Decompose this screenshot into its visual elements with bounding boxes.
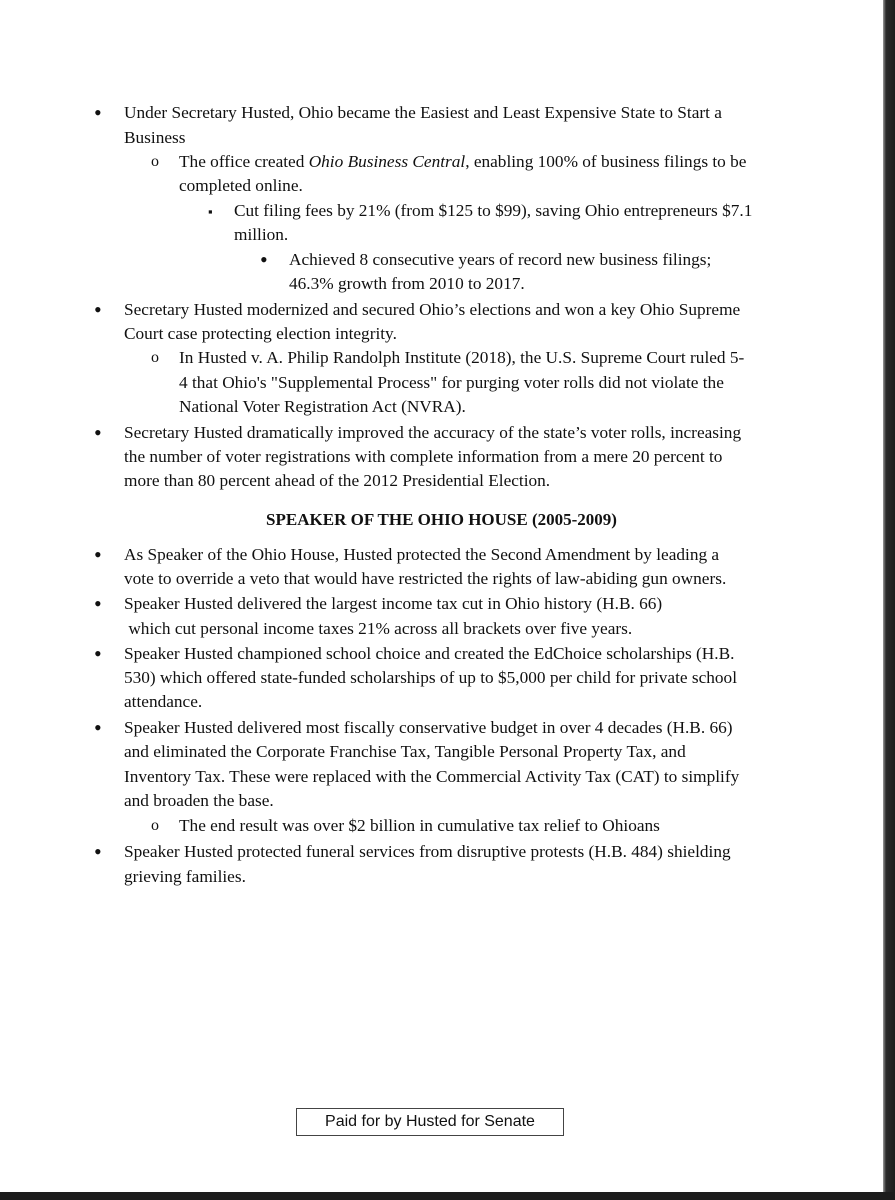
- bullet-level1: •: [94, 641, 102, 666]
- paragraph-line: 530) which offered state-funded scholarships of up to $5,000 per child for private school: [124, 668, 738, 687]
- bullet-level3: ▪: [208, 204, 213, 219]
- paragraph-line: more than 80 percent ahead of the 2012 Presidential Election.: [124, 471, 551, 490]
- paragraph-line: Achieved 8 consecutive years of record new business filings;: [289, 250, 712, 269]
- paragraph-line: Speaker Husted delivered the largest income tax cut in Ohio history (H.B. 66): [124, 594, 663, 613]
- paragraph-line: Secretary Husted dramatically improved the accuracy of the state’s voter rolls, increasing: [124, 423, 742, 442]
- bullet-level1: •: [94, 420, 102, 445]
- bullet-level2: o: [151, 349, 159, 366]
- paid-for-disclaimer: Paid for by Husted for Senate: [296, 1108, 564, 1136]
- bullet-level1: •: [94, 297, 102, 322]
- bullet-level1: •: [94, 591, 102, 616]
- page-edge-bottom: [0, 1192, 895, 1200]
- bullet-level2: o: [151, 153, 159, 170]
- paragraph-line: and broaden the base.: [124, 791, 274, 810]
- paragraph-line: and eliminated the Corporate Franchise Tax, Tangible Personal Property Tax, and: [124, 742, 686, 761]
- bullet-level1: •: [94, 839, 102, 864]
- paragraph-line: attendance.: [124, 692, 203, 711]
- paragraph-line: National Voter Registration Act (NVRA).: [179, 397, 466, 416]
- paragraph-line: Speaker Husted delivered most fiscally conservative budget in over 4 decades (H.B. 66): [124, 718, 733, 737]
- bullet-level1: •: [94, 100, 102, 125]
- text-run: , enabling 100% of business filings to be: [465, 152, 747, 171]
- paragraph-line: Inventory Tax. These were replaced with the Commercial Activity Tax (CAT) to simplify: [124, 767, 740, 786]
- paragraph-line: grieving families.: [124, 867, 246, 886]
- bullet-level2: o: [151, 817, 159, 834]
- paragraph-line: Secretary Husted modernized and secured Ohio’s elections and won a key Ohio Supreme: [124, 300, 741, 319]
- section-heading: SPEAKER OF THE OHIO HOUSE (2005-2009): [266, 510, 617, 529]
- bullet-level4: •: [260, 247, 268, 272]
- paragraph-line: Speaker Husted championed school choice and created the EdChoice scholarships (H.B.: [124, 644, 735, 663]
- text-run: The office created: [179, 152, 309, 171]
- paragraph-line: Under Secretary Husted, Ohio became the Easiest and Least Expensive State to Start a: [124, 103, 722, 122]
- paragraph-line: Speaker Husted protected funeral services from disruptive protests (H.B. 484) shielding: [124, 842, 731, 861]
- paragraph-line: Business: [124, 128, 186, 147]
- paragraph-line: As Speaker of the Ohio House, Husted protected the Second Amendment by leading a: [124, 545, 720, 564]
- bullet-level1: •: [94, 715, 102, 740]
- bullet-level1: •: [94, 542, 102, 567]
- paragraph-line: 4 that Ohio's "Supplemental Process" for purging voter rolls did not violate the: [179, 373, 724, 392]
- paragraph-line: Cut filing fees by 21% (from $125 to $99), saving Ohio entrepreneurs $7.1: [234, 201, 753, 220]
- paragraph-line: 46.3% growth from 2010 to 2017.: [289, 274, 525, 293]
- paragraph-line: million.: [234, 225, 289, 244]
- paragraph-line: the number of voter registrations with complete information from a mere 20 percent to: [124, 447, 723, 466]
- paragraph-line: completed online.: [179, 176, 303, 195]
- italic-text-run: Ohio Business Central: [308, 152, 466, 171]
- paragraph-line: [179, 150, 746, 174]
- paragraph-line: The end result was over $2 billion in cumulative tax relief to Ohioans: [179, 816, 660, 835]
- paragraph-line: which cut personal income taxes 21% across all brackets over five years.: [124, 619, 633, 638]
- paragraph-line: Court case protecting election integrity.: [124, 324, 397, 343]
- page-edge-right: [883, 0, 895, 1200]
- paragraph-line: vote to override a veto that would have restricted the rights of law-abiding gun owners.: [124, 569, 727, 588]
- paragraph-line: In Husted v. A. Philip Randolph Institute (2018), the U.S. Supreme Court ruled 5-: [179, 348, 745, 367]
